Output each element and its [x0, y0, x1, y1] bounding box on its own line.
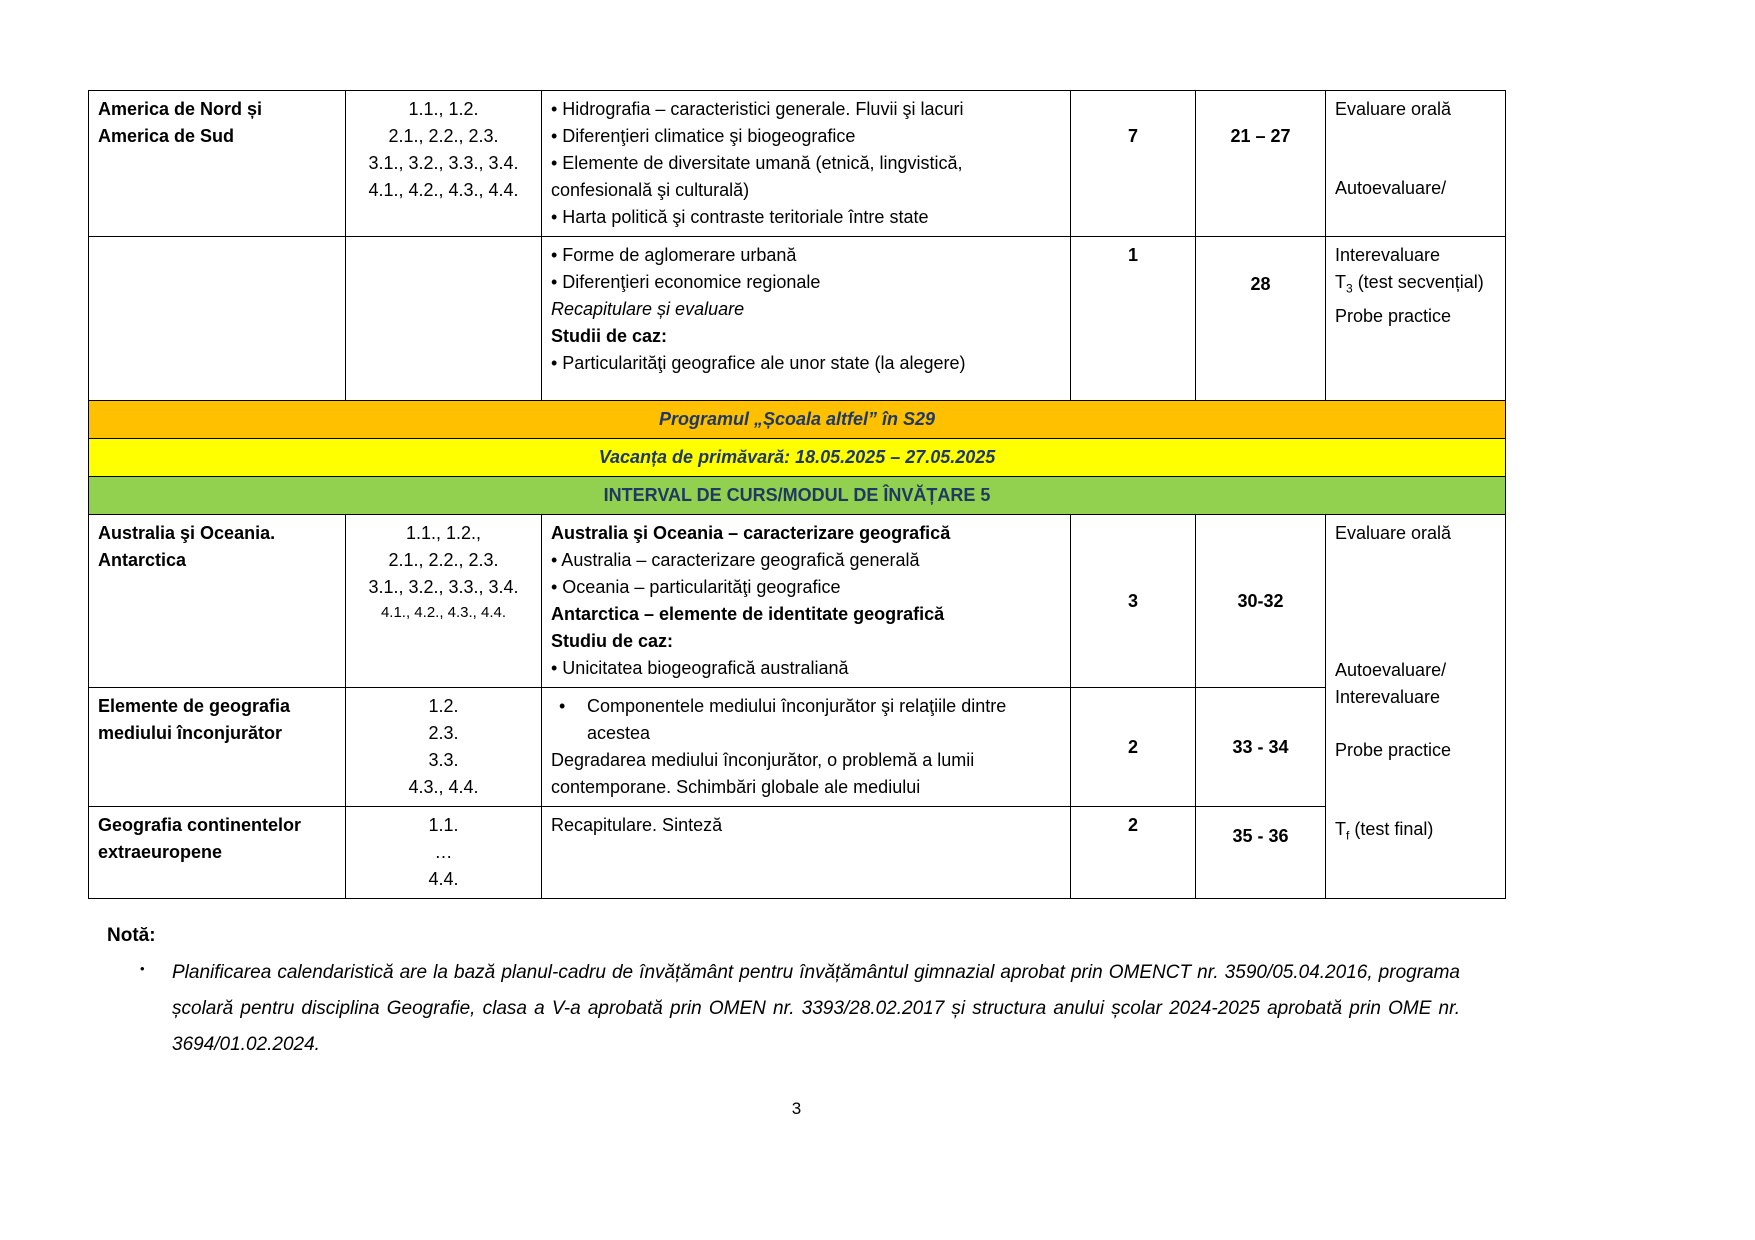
test-label: T — [1335, 272, 1346, 292]
unit-title: Australia şi Oceania. Antarctica — [98, 523, 276, 570]
evaluation-line: Interevaluare — [1335, 245, 1441, 265]
competences-cell-extraeuropene — [346, 807, 542, 899]
content-line: • Diferenţieri economice regionale — [551, 272, 821, 292]
content-line: • Australia – caracterizare geografică generală — [551, 550, 920, 570]
content-cell-mediu — [542, 688, 1071, 807]
page-number: 3 — [791, 1099, 802, 1118]
competence-line: 4.1., 4.2., 4.3., 4.4. — [380, 604, 507, 621]
competence-line: 3.1., 3.2., 3.3., 3.4. — [368, 153, 519, 173]
competence-line: 3.1., 3.2., 3.3., 3.4. — [368, 577, 519, 597]
content-cell-america-2 — [542, 237, 1071, 401]
content-cell-extraeuropene — [542, 807, 1071, 899]
evaluation-cell — [1326, 91, 1506, 237]
content-text: Componentele mediului înconjurător şi relaţiile dintre acestea — [587, 696, 1007, 743]
unit-cell-empty — [89, 237, 346, 401]
table-row-america-2 — [89, 237, 1506, 401]
unit-cell-extraeuropene — [89, 807, 346, 899]
table-row-australia — [89, 515, 1506, 688]
competence-line: 4.3., 4.4. — [408, 777, 479, 797]
banner-row-scoala-altfel — [89, 401, 1506, 439]
spacer — [1335, 123, 1496, 175]
evaluation-cell-merged — [1326, 515, 1506, 899]
competence-line: 2.1., 2.2., 2.3. — [388, 550, 499, 570]
spacer — [1335, 764, 1496, 816]
content-line: • Oceania – particularităţi geografice — [551, 577, 841, 597]
evaluation-line: Probe practice — [1335, 305, 1452, 326]
note-section — [88, 925, 1505, 1063]
evaluation-line: Autoevaluare/ — [1335, 660, 1447, 680]
content-line: Recapitulare și evaluare — [551, 299, 745, 319]
unit-title: America de Nord și America de Sud — [98, 99, 263, 146]
unit-cell-america — [89, 91, 346, 237]
hours-cell: 2 — [1071, 688, 1196, 807]
content-cell-australia — [542, 515, 1071, 688]
content-line: • Particularităţi geografice ale unor state (la alegere) — [551, 353, 966, 373]
bullet-icon: • — [559, 696, 566, 716]
table-row-america-1 — [89, 91, 1506, 237]
evaluation-cell — [1326, 237, 1506, 401]
table-row-extraeuropene — [89, 807, 1506, 899]
weeks-cell: 21 – 27 — [1196, 91, 1326, 237]
competence-line: 4.4. — [428, 869, 459, 889]
banner-row-interval-5 — [89, 477, 1506, 515]
hours-cell: 7 — [1071, 91, 1196, 237]
evaluation-line: Evaluare orală — [1335, 99, 1452, 119]
content-line: Degradarea mediului înconjurător, o problemă a lumii contemporane. Schimbări globale ale mediului — [551, 750, 975, 797]
content-line: • Diferenţieri climatice şi biogeografice — [551, 126, 856, 146]
banner-interval-5: INTERVAL DE CURS/MODUL DE ÎNVĂȚARE 5 — [89, 477, 1506, 515]
evaluation-line: Interevaluare — [1335, 687, 1441, 707]
competences-cell-empty — [346, 237, 542, 401]
banner-vacanta: Vacanța de primăvară: 18.05.2025 – 27.05.2025 — [89, 439, 1506, 477]
content-line: • Elemente de diversitate umană (etnică, lingvistică, confesională şi culturală) — [551, 153, 963, 200]
test-subscript: 3 — [1346, 281, 1353, 296]
test-subscript: f — [1346, 828, 1350, 843]
competence-line: 2.1., 2.2., 2.3. — [388, 126, 499, 146]
unit-title: Elemente de geografia mediului înconjurător — [98, 696, 291, 743]
competence-line: 4.1., 4.2., 4.3., 4.4. — [368, 180, 519, 200]
weeks-cell: 30-32 — [1196, 515, 1326, 688]
content-line: • Unicitatea biogeografică australiană — [551, 658, 849, 678]
evaluation-line — [1335, 269, 1496, 303]
evaluation-line: Probe practice — [1335, 740, 1452, 760]
competence-line: 2.3. — [428, 723, 459, 743]
content-line: Australia şi Oceania – caracterizare geografică — [551, 523, 951, 543]
unit-title: Geografia continentelor extraeuropene — [98, 815, 302, 862]
note-label: Notă: — [107, 925, 156, 946]
content-line: Recapitulare. Sinteză — [551, 815, 723, 835]
content-line: Studii de caz: — [551, 326, 668, 346]
competence-line: 1.1. — [428, 815, 459, 835]
competences-cell-mediu — [346, 688, 542, 807]
competence-line: 3.3. — [428, 750, 459, 770]
hours-cell: 2 — [1071, 807, 1196, 899]
competences-cell-australia — [346, 515, 542, 688]
unit-cell-australia — [89, 515, 346, 688]
weeks-cell: 33 - 34 — [1196, 688, 1326, 807]
competence-line: … — [434, 842, 453, 862]
banner-row-vacanta — [89, 439, 1506, 477]
content-cell-america-1 — [542, 91, 1071, 237]
test-label-rest: (test secvențial) — [1352, 272, 1484, 292]
evaluation-line: Evaluare orală — [1335, 523, 1452, 543]
test-label: T — [1335, 819, 1346, 839]
content-line — [551, 693, 1061, 747]
hours-cell: 3 — [1071, 515, 1196, 688]
content-line: Studiu de caz: — [551, 631, 674, 651]
weeks-cell: 35 - 36 — [1196, 807, 1326, 899]
banner-scoala-altfel: Programul „Școala altfel” în S29 — [89, 401, 1506, 439]
hours-cell: 1 — [1071, 237, 1196, 401]
note-list-item — [140, 955, 1505, 1063]
content-line: • Forme de aglomerare urbană — [551, 245, 797, 265]
spacer — [1335, 711, 1496, 737]
competence-line: 1.2. — [428, 696, 459, 716]
note-text: Planificarea calendaristică are la bază planul-cadru de învățământ pentru învățământul gimnazial aprobat prin OMENCT nr. 3590/05.04.2016, programa școlară pentru disciplina Geografie, clasa a V-a aprobată prin OMEN nr. 3393/28.02.2017 și structura anului școlar 2024-2025 aprobată prin OME nr. 3694/01.02.2024. — [172, 962, 1460, 1055]
spacer — [1335, 547, 1496, 657]
test-label-rest: (test final) — [1349, 819, 1434, 839]
evaluation-line: Autoevaluare/ — [1335, 178, 1447, 198]
competence-line: 1.1., 1.2. — [408, 99, 479, 119]
unit-cell-mediu — [89, 688, 346, 807]
competence-line: 1.1., 1.2., — [405, 523, 482, 543]
table-row-mediu — [89, 688, 1506, 807]
planning-table — [88, 90, 1506, 899]
weeks-cell: 28 — [1196, 237, 1326, 401]
content-line: • Harta politică şi contraste teritoriale între state — [551, 207, 929, 227]
content-line: Antarctica – elemente de identitate geografică — [551, 604, 945, 624]
competences-cell-america — [346, 91, 542, 237]
content-line: • Hidrografia – caracteristici generale. Fluvii şi lacuri — [551, 99, 964, 119]
bullet-icon: • — [140, 961, 145, 976]
evaluation-line — [1335, 816, 1496, 850]
